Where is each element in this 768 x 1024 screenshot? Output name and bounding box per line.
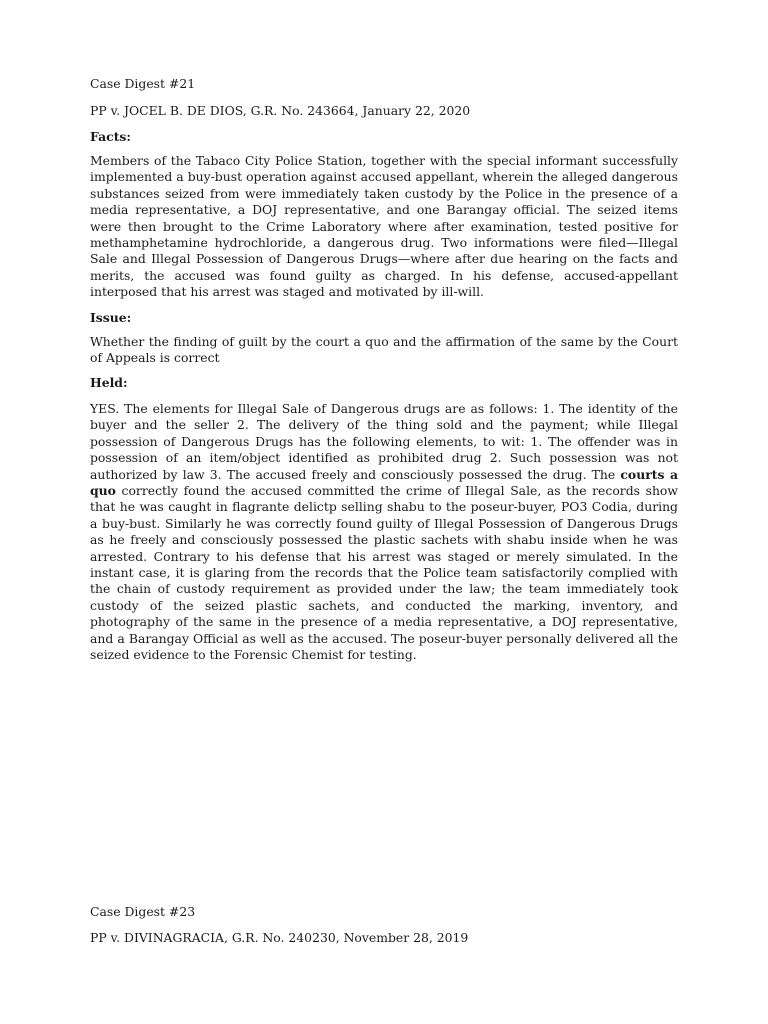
held-paragraph xyxy=(90,401,678,664)
issue-heading: Issue: xyxy=(90,310,132,325)
case-digest-21-citation: PP v. JOCEL B. DE DIOS, G.R. No. 243664, January 22, 2020 xyxy=(90,103,471,118)
held-text-part2: correctly found the accused committed the crime of Illegal Sale, as the records show that he was caught in flagrante delictp selling shabu to the poseur-buyer, PO3 Codia, during a buy-bust. Similarly he was correctly found guilty of Illegal Possession of Dangerous Drugs as he freely and consciously possessed the plastic sachets with shabu inside when he was arrested. Contrary to his defense that his arrest was staged or merely simulated. In the instant case, it is glaring from the records that the Police team satisfactorily complied with the chain of custody requirement as provided under the law; the team immediately took custody of the seized plastic sachets, and conducted the marking, inventory, and photography of the same in the presence of a media representative, a DOJ representative, and a Barangay Official as well as the accused. The poseur-buyer personally delivered all the seized evidence to the Forensic Chemist for testing. xyxy=(90,483,678,663)
case-digest-23-label: Case Digest #23 xyxy=(90,904,196,919)
case-digest-21-label: Case Digest #21 xyxy=(90,76,196,91)
case-digest-23-citation: PP v. DIVINAGRACIA, G.R. No. 240230, November 28, 2019 xyxy=(90,930,469,945)
facts-paragraph: Members of the Tabaco City Police Station, together with the special informant successfully implemented a buy-bust operation against accused appellant, wherein the alleged dangerous substances seized from were immediately taken custody by the Police in the presence of a media representative, a DOJ representative, and one Barangay official. The seized items were then brought to the Crime Laboratory where after examination, tested positive for methamphetamine hydrochloride, a dangerous drug. Two informations were filed—Illegal Sale and Illegal Possession of Dangerous Drugs—where after due hearing on the facts and merits, the accused was found guilty as charged. In his defense, accused-appellant interposed that his arrest was staged and motivated by ill-will. xyxy=(90,153,678,300)
held-heading: Held: xyxy=(90,375,128,390)
held-bold-courts-a-quo: courts a quo xyxy=(90,466,678,499)
held-text-part1: YES. The elements for Illegal Sale of Dangerous drugs are as follows: 1. The identity of the buyer and the seller 2. The delivery of the thing sold and the payment; while Illegal possession of Dangerous Drugs has the following elements, to wit: 1. The offender was in possession of an item/object identified as prohibited drug 2. Such possession was not authorized by law 3. The accused freely and consciously possessed the drug. The xyxy=(90,401,678,482)
issue-paragraph: Whether the finding of guilt by the court a quo and the affirmation of the same by the Court of Appeals is correct xyxy=(90,334,678,366)
facts-heading: Facts: xyxy=(90,129,131,144)
